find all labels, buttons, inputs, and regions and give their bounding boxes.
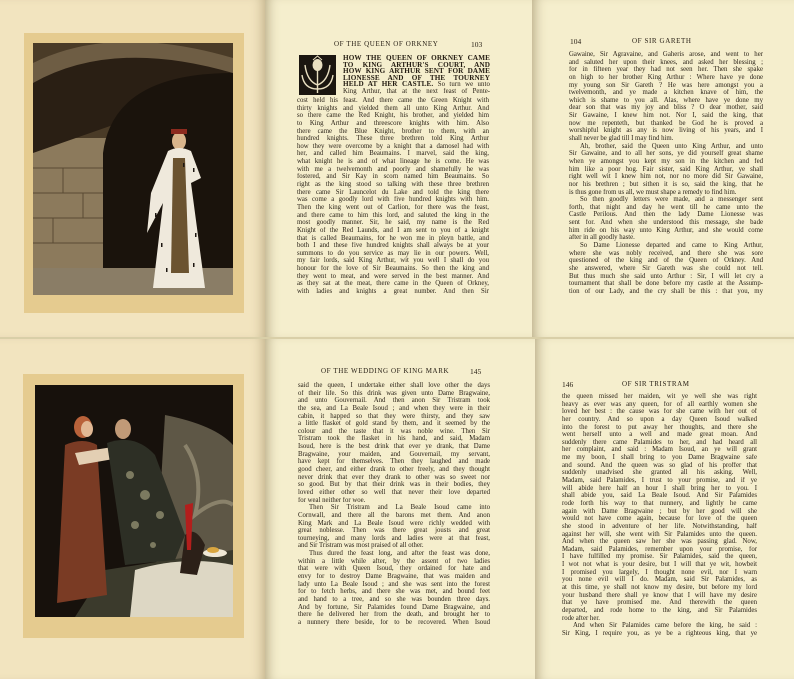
page-103: [265, 0, 532, 337]
text-line: So then goodly letters were made, and a messenger sent: [580, 196, 763, 204]
text-line: nor his brethren ; but sithen it is so, said the king, that he: [569, 180, 763, 188]
text-line: dear son that was my joy and bliss ? O dear mother, said: [569, 104, 763, 112]
text-line: hundred knights. These three brethren told King Arthur: [297, 135, 489, 143]
text-line: there came Sir Launcelot du Lake and told the king there: [297, 188, 489, 196]
text-line: your husband there shall ye know that I will have my desire: [562, 591, 757, 599]
plate-page-tristram-and-isoud: [0, 339, 265, 679]
heading-text-start: So turn we unto: [437, 81, 490, 88]
text-line: Cornwall, and there all the barons met them. And anon: [298, 511, 490, 519]
text-line: her complaint, and said : Madam Isoud, an ye will grant: [562, 446, 757, 454]
text-line: when ye amongst you kept my son in the kitchen and fed: [569, 157, 763, 165]
text-line: heavy as ever was any queen, for of all earthly women she: [562, 400, 757, 408]
text-line: her country. And so upon a day Queen Isoud walked: [562, 415, 757, 423]
plate-page-queen-of-orkney: [0, 0, 265, 337]
heading-line: TO KING ARTHUR'S COURT, AND: [343, 60, 490, 69]
text-line: as they sat at the meat, there came in the Queen of Orkney,: [297, 280, 489, 288]
text-line: him like a poor hog. Fair sister, said King Arthur, ye shall: [569, 165, 763, 173]
text-line: that is called Beaumains, for he won me in pleyn battle, and: [297, 234, 489, 242]
heading-line: LIONESSE AND OF THE TOURNEY: [343, 73, 490, 82]
running-head: OF SIR TRISTRAM: [622, 380, 690, 388]
text-line: and hand to a tree, and so she was bounden three days.: [298, 595, 490, 603]
text-line: my fair lords, said King Arthur, wit you well I shall do you: [297, 257, 489, 265]
text-line: into the forest to put away her thoughts, and there she: [562, 423, 757, 431]
running-head: OF SIR GARETH: [632, 37, 692, 45]
text-line: and unto Gouvernail. And then anon Sir Tristram took: [298, 397, 490, 405]
text-line: the queen missed her maiden, wit ye well she was right: [562, 393, 757, 400]
text-line: lady unto La Beale Isoud ; and she was sent into the forest: [298, 580, 490, 588]
text-line: tion of our Lady, and the cry shall be this : that you, my: [569, 287, 763, 295]
text-line: I have fulfilled my promise. Sir Palamides, said the queen,: [562, 553, 757, 561]
text-line: Bragwaine, your maiden, and Gouvernail, my servant,: [298, 450, 490, 458]
text-line: worshipful knight as any is now living of his years, and I: [569, 127, 763, 135]
running-head: OF THE WEDDING OF KING MARK: [321, 367, 450, 375]
text-line: that were with Queen Isoud, they ordained for hate and: [298, 565, 490, 573]
text-line: suddenly unadvised she granted all his asking. Well,: [562, 469, 757, 477]
heading-caps: HELD AT HER CASTLE.: [343, 80, 434, 88]
text-line: So Dame Lionesse departed and came to King Arthur,: [580, 242, 763, 250]
text-line: Tristram took the flasket in his hand, and said, Madam: [298, 435, 490, 443]
text-line: at this time, ye shall not know my desire, but before my lord: [562, 584, 757, 592]
text-line: Madam, said Palamides, remember upon your promise, for: [562, 545, 757, 553]
text-line: so there came the Red Knight, his brother, and yielded him: [297, 112, 489, 120]
text-line: have kept for themselves. Then they laughed and made: [298, 458, 490, 466]
text-line: is thus gone from us all, we must shape a remedy to find him.: [569, 188, 737, 196]
body-text: [562, 393, 757, 638]
text-line: against her will, she went with Sir Palamides unto the queen.: [562, 530, 757, 538]
text-line: And by fortune, Sir Palamides found Dame Bragwaine, and: [298, 603, 490, 611]
text-line: Sir Gawaine, and to all her sons, ye did yourself great shame: [569, 150, 763, 158]
text-line: she stood in adventure of her life. Notwithstanding, half: [562, 522, 757, 530]
text-line: loved her best : the cause was for she came with her out of: [562, 408, 757, 416]
body-text: [298, 382, 490, 627]
text-line: for weal neither for woe.: [298, 496, 366, 504]
text-line: with ladies and knights a great number. And then Sir: [297, 288, 489, 296]
text-line: will abide here half an hour I shall bring her to you. I: [562, 484, 757, 492]
text-line: I promised you largely, I thought none evil, nor I warn: [562, 568, 757, 576]
text-line: summons to do you service as may lie in our powers. Well,: [297, 249, 489, 257]
text-line: him ride on his way unto King Arthur, and she would come: [569, 226, 763, 234]
text-line: sent for. And when she understood this message, she bade: [569, 219, 763, 227]
text-line: after in all goodly haste.: [569, 234, 635, 242]
text-line: they went to meat, and were served in the best manner. And: [297, 272, 489, 280]
text-line: Then Sir Tristram and La Beale Isoud came into: [309, 504, 490, 512]
text-line: rode forth his way to that nunnery, and lightly he came: [562, 499, 757, 507]
text-line: and Sir Tristram was most praised of all other.: [298, 542, 424, 550]
text-line: I wot not what is your desire, but I will that ye wit, howbeit: [562, 561, 757, 569]
text-line: fostered, and Sir Kay in scorn named him Beaumains. So: [297, 173, 489, 181]
text-line: would not have come again, because for love of the queen: [562, 515, 757, 523]
text-line: now me repenteth, but thanked be God he is proved a: [569, 119, 763, 127]
text-line: Knight of the Red Launds, and I am sent to you of a knight: [297, 226, 489, 234]
text-line: and saluted her upon their knees, and asked her blessing ;: [569, 58, 763, 66]
text-line: her, and called him Beaumains. I marvel, said the king,: [297, 150, 489, 158]
text-line: colour and the taste that it was noble wine. Then Sir: [298, 427, 490, 435]
text-line: what knight he is and of what lineage he is come. He was: [297, 158, 489, 166]
illustration-tristram-and-isoud: [35, 385, 233, 617]
text-line: tourneying, and many lords and ladies were at that feast,: [298, 534, 490, 542]
text-line: And when the queen saw her she was passing glad. Now,: [562, 538, 757, 546]
text-line: a little flasket of gold stand by them, and it seemed by the: [298, 420, 490, 428]
text-line: thirty knights and yielded them all unto King Arthur. And: [297, 104, 489, 112]
text-line: went herself unto a well and made great moan. And: [562, 431, 757, 439]
text-line: departed, and rode home to the king, and Sir Palamides: [562, 606, 757, 614]
text-line: good cheer, and either drank to other freely, and they thought: [298, 466, 490, 474]
text-line: tournament that shall be done before my castle at the Assump-: [569, 280, 763, 288]
text-line: a nunnery there beside, for to be recovered. When Isoud: [298, 618, 490, 626]
page-104: [532, 0, 794, 337]
text-line: suddenly there came Palamides to her, and had heard all: [562, 438, 757, 446]
text-line: most goodly manner. Sir, he said, my name is the Red: [297, 219, 489, 227]
text-line: me my boon, I shall bring to you Dame Bragwaine safe: [562, 454, 757, 462]
text-line: that ye have promised me. And therewith the queen: [562, 599, 757, 607]
text-line: shall never be glad till I may find him.: [569, 135, 674, 143]
text-line: And when Sir Palamides came before the king, he said :: [573, 622, 757, 630]
body-text: [297, 97, 489, 296]
text-line: how they were overcome by a knight that a damosel had with: [297, 142, 489, 150]
text-line: with me a twelvemonth and poorly and shamefully he was: [297, 165, 489, 173]
body-text: [569, 51, 763, 296]
text-line: which is shame to you all. Alas, where have ye done my: [569, 96, 763, 104]
text-line: forth, that night and day he went till he came unto the: [569, 203, 763, 211]
illustration-queen-in-archway: [33, 43, 233, 295]
text-line: for to fetch herbs, and there she was met, and bound feet: [298, 588, 490, 596]
text-line: twelvemonth, and ye made a kitchen knave of him, the: [569, 89, 763, 97]
text-line: Castle Perilous. And then the lady Dame Lionesse was: [569, 211, 763, 219]
page-146: [535, 339, 794, 679]
text-line: my young son Sir Gareth ? He was here amongst you a: [569, 81, 763, 89]
text-line: for in fifteen year they had not seen her. Then she spake: [569, 66, 763, 74]
text-line: Sir King, I require you, as ye be a righteous king, that ye: [562, 629, 757, 637]
text-line: where she was nobly received, and there she was sore: [569, 249, 763, 257]
text-line: Sir Gawaine, I knew him not. Nor I, said the king, that: [569, 112, 763, 120]
text-line: both I and these five hundred knights shall always be at your: [297, 242, 489, 250]
text-line: Gawaine, Sir Agravaine, and Gaheris arose, and went to her: [569, 51, 763, 58]
text-line: again with Dame Bragwaine ; but by her good will she: [562, 507, 757, 515]
text-line: cabin, it happed so that they were thirsty, and they saw: [298, 412, 490, 420]
text-line: Thus dured the feast long, and after the feast was done,: [309, 550, 490, 558]
text-line: King Arthur, that at the next feast of Pente-: [343, 87, 490, 95]
text-line: envy for to destroy Dame Bragwaine, that was maiden and: [298, 573, 490, 581]
heading-line: [343, 81, 490, 88]
text-line: you none evil will I do. Madam, said Sir Palamides, as: [562, 576, 757, 584]
text-line: right as the king stood so talking with these three brethren: [297, 181, 489, 189]
text-line: she answered, where Sir Gareth was she could not tell.: [569, 264, 763, 272]
chapter-heading: [343, 55, 490, 95]
text-line: honour for the love of Sir Beaumains. So then the king and: [297, 265, 489, 273]
text-line: of their life. So this drink was given unto Dame Bragwaine,: [298, 389, 490, 397]
heading-line: HOW THE QUEEN OF ORKNEY CAME: [343, 54, 490, 62]
thistle-drop-cap-icon: [299, 55, 336, 95]
text-line: there came the Blue Knight, brother to them, with an: [297, 127, 489, 135]
text-line: questioned of the king and of the Queen of Orkney. And: [569, 257, 763, 265]
text-line: was come a goodly lord with five hundred knights with him.: [297, 196, 489, 204]
text-line: Ah, brother, said the Queen unto King Arthur, and unto: [580, 142, 763, 150]
text-line: never drink that ever they drank to other was so sweet nor: [298, 473, 490, 481]
text-line: But thus much she said unto Arthur : Sir, I will let cry a: [569, 272, 763, 280]
text-line: Then the king went out of Carlion, for there was the feast,: [297, 203, 489, 211]
text-line: the sea, and La Beale Isoud ; and when they were in their: [298, 404, 490, 412]
text-line: Isoud, here is the best drink that ever ye drank, that Dame: [298, 443, 490, 451]
text-line: there he delivered her from the death, and brought her to: [298, 611, 490, 619]
text-line: within a little while after, by the assent of two ladies: [298, 557, 490, 565]
text-line: and there came to him this lord, and saluted the king in the: [297, 211, 489, 219]
text-line: cost held his feast. And there came the Green Knight with: [297, 97, 489, 104]
text-line: on high to her brother King Arthur : Where have ye done: [569, 73, 763, 81]
page-number: 146: [562, 380, 574, 389]
text-line: King Mark and La Beale Isoud were richly wedded with: [298, 519, 490, 527]
page-145: [265, 339, 535, 679]
text-line: Madam, said Palamides, I trust to your promise, and if ye: [562, 477, 757, 485]
text-line: great noblesse. Then was there great jousts and great: [298, 527, 490, 535]
page-number: 103: [471, 40, 483, 49]
text-line: shall abide you, said La Beale Isoud. And Sir Palamides: [562, 492, 757, 500]
heading-line: HOW KING ARTHUR SENT FOR DAME: [343, 67, 490, 75]
text-line: to King Arthur and threescore knights with him. Also: [297, 119, 489, 127]
page-number: 145: [470, 367, 482, 376]
text-line: so good. But by that their drink was in their bodies, they: [298, 481, 490, 489]
text-line: loved either other so well that never their love departed: [298, 488, 490, 496]
text-line: rode after her.: [562, 614, 600, 622]
text-line: and sound. And the queen was so glad of his proffer that: [562, 461, 757, 469]
text-line: right well wit I knew him not, nor no more did Sir Gawaine,: [569, 173, 763, 181]
page-number: 104: [570, 37, 582, 46]
text-line: said the queen, I undertake either shall love other the days: [298, 382, 490, 389]
running-head: OF THE QUEEN OF ORKNEY: [334, 40, 439, 48]
